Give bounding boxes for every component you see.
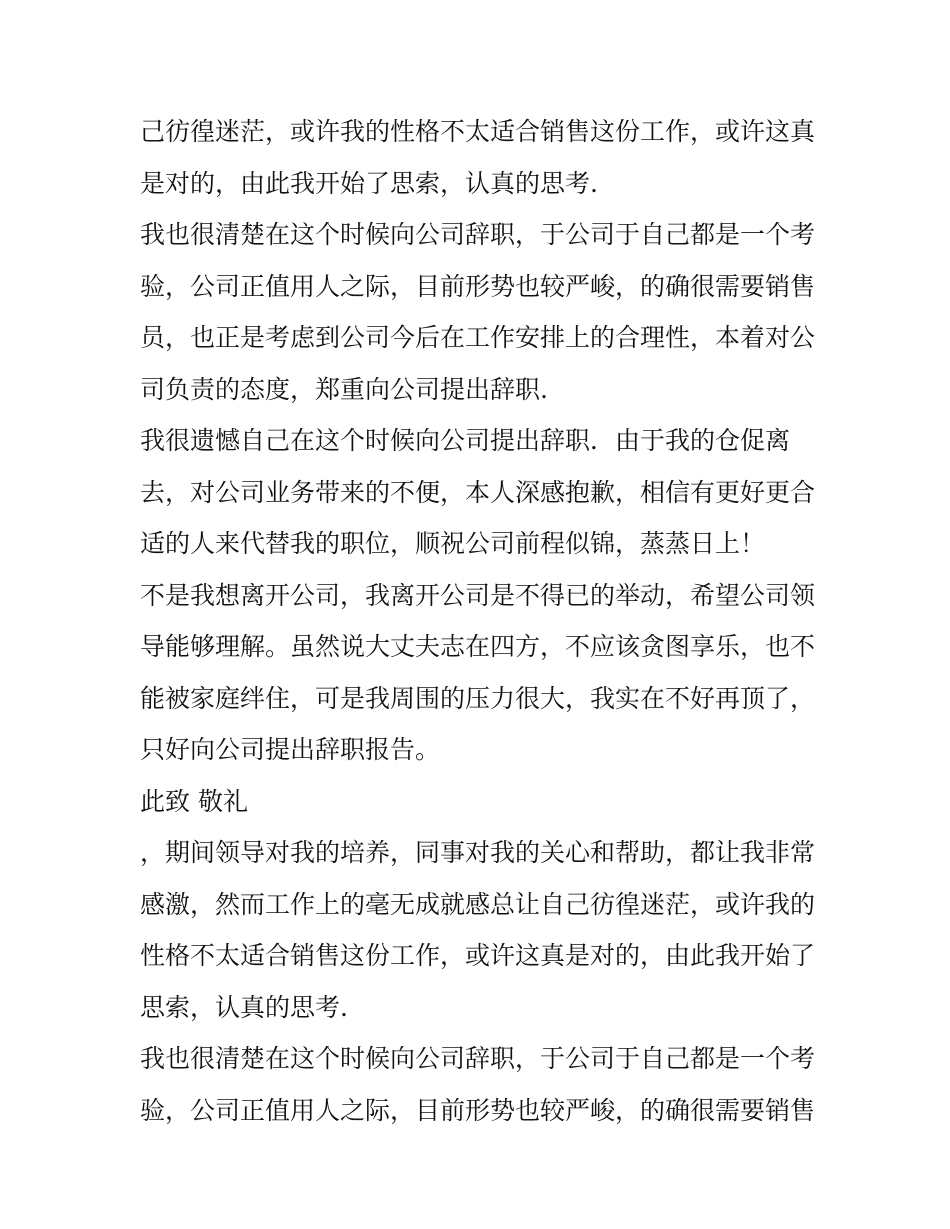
text-line-15: ，期间领导对我的培养，同事对我的关心和帮助，都让我非常 [140, 838, 816, 867]
text-line-12: 能被家庭绊住，可是我周围的压力很大，我实在不好再顶了， [140, 683, 816, 713]
text-line-6: 司负责的态度，郑重向公司提出辞职. [140, 374, 548, 404]
text-line-8: 去，对公司业务带来的不便，本人深感抱歉，相信有更好更合 [140, 477, 816, 507]
text-line-10: 不是我想离开公司，我离开公司是不得已的举动，希望公司领 [140, 580, 816, 610]
text-line-19: 我也很清楚在这个时候向公司辞职，于公司于自己都是一个考 [140, 1044, 816, 1073]
text-line-11: 导能够理解。虽然说大丈夫志在四方，不应该贪图享乐，也不 [140, 632, 816, 661]
text-line-3: 我也很清楚在这个时候向公司辞职，于公司于自己都是一个考 [140, 220, 816, 249]
text-line-5: 员，也正是考虑到公司今后在工作安排上的合理性，本着对公 [140, 323, 816, 352]
text-line-4: 验，公司正值用人之际，目前形势也较严峻，的确很需要销售 [140, 271, 816, 301]
text-line-7: 我很遗憾自己在这个时候向公司提出辞职．由于我的仓促离 [140, 426, 791, 455]
text-line-20: 验，公司正值用人之际，目前形势也较严峻，的确很需要销售 [140, 1095, 816, 1125]
text-line-2: 是对的，由此我开始了思索，认真的思考. [140, 168, 598, 198]
text-line-18: 思索，认真的思考. [140, 992, 348, 1022]
text-line-16: 感激，然而工作上的毫无成就感总让自己彷徨迷茫，或许我的 [140, 889, 816, 919]
document-body [140, 106, 820, 1136]
text-line-17: 性格不太适合销售这份工作，或许这真是对的，由此我开始了 [140, 941, 816, 970]
text-line-13: 只好向公司提出辞职报告。 [140, 735, 441, 764]
text-line-9: 适的人来代替我的职位，顺祝公司前程似锦，蒸蒸日上！ [140, 529, 766, 558]
text-line-1: 己彷徨迷茫，或许我的性格不太适合销售这份工作，或许这真 [140, 117, 816, 146]
closing-salutation: 此致 敬礼 [140, 786, 248, 816]
